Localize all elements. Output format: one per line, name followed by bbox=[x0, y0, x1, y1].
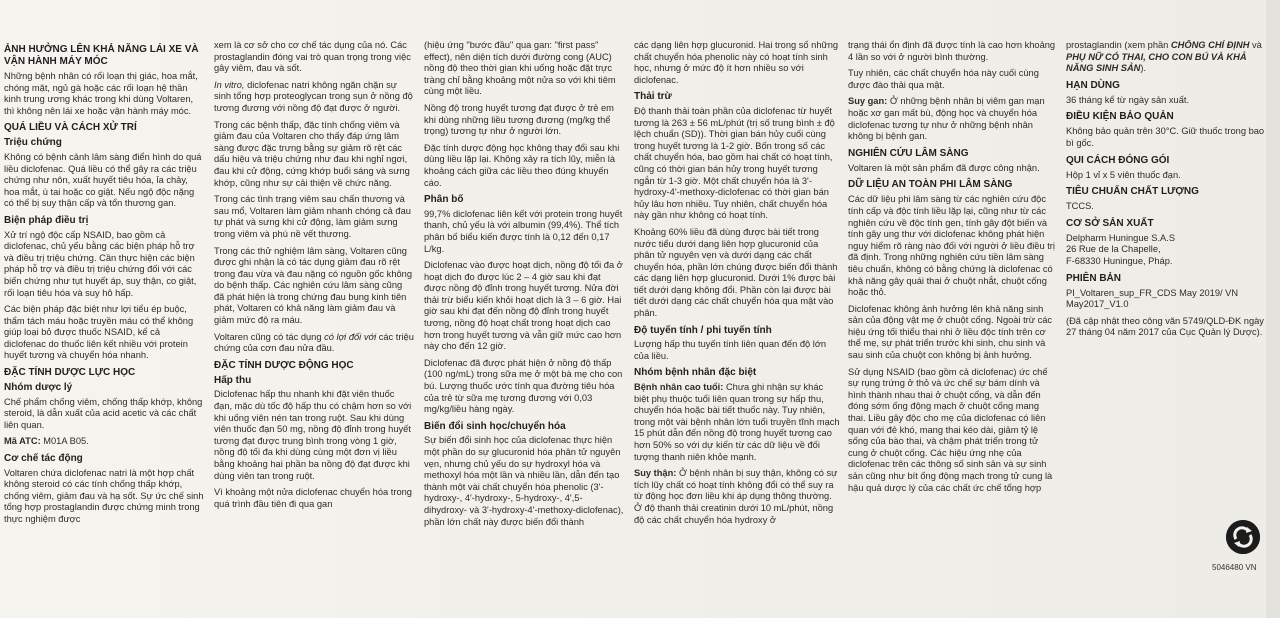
paragraph: Lượng hấp thu tuyến tính liên quan đến độ lớn của liều. bbox=[634, 339, 827, 361]
paragraph: (hiệu ứng "bước đầu" qua gan: "first pass" effect), nên diện tích dưới đường cong (AUC) nồng độ theo thời gian khi uống hoặc đặt trực tràng chỉ bằng khoảng một nửa so với khi tiêm cùng một liều. bbox=[424, 40, 616, 97]
paragraph-text: Chưa ghi nhận sự khác biệt phụ thuộc tuổi liên quan trong sự hấp thu, chuyển hóa hoặc bài tiết thuốc này. Tuy nhiên, trong một vài bệnh nhân lớn tuổi truyền tĩnh mạch 15 phút dẫn đến nồng độ trong huyết tương cao hơn 50% so với dự kiến từ các dữ liệu về đối tượng thanh niên khỏe mạnh. bbox=[634, 382, 840, 462]
column-1 bbox=[4, 40, 204, 610]
heading-pharmacokinetics: ĐẶC TÍNH DƯỢC ĐỘNG HỌC bbox=[214, 359, 354, 371]
cross-ref-pregnancy: PHỤ NỮ CÓ THAI, CHO CON BÚ VÀ KHẢ NĂNG SINH SẢN bbox=[1066, 51, 1247, 74]
subheading-pharmacological-group: Nhóm dược lý bbox=[4, 382, 73, 394]
paragraph: Trong các bệnh thấp, đặc tính chống viêm và giảm đau của Voltaren cho thấy đáp ứng lâm sàng được đặc trưng bằng sự giảm rõ rệt các dấu hiệu và triệu chứng như đau khi nghỉ ngơi, đau khi cử động, cứng khớp buổi sáng và sưng khớp, cũng như sự cải thiện về chức năng. bbox=[214, 119, 410, 188]
paragraph-text: các triệu chứng của cơn đau nửa đầu. bbox=[214, 331, 414, 354]
paragraph: Diclofenac không ảnh hưởng lên khả năng sinh sản của động vật mẹ ở chuột cống. Ngoài trừ các hiệu ứng tối thiểu thai nhi ở liều độc tính trên cơ thể mẹ, sự phát triển trước khi sinh, chu sinh và sau sinh của chuột con không bị ảnh hưởng. bbox=[848, 303, 1053, 361]
paragraph: TCCS. bbox=[1066, 201, 1094, 212]
paragraph: Sử dụng NSAID (bao gồm cả diclofenac) ức chế sự rụng trứng ở thỏ và ức chế sự bám dính và hình thành nhau thai ở chuột cống, và dẫn đến đóng sớm ống động mạch ở chuột cống mang thai. Liều gây độc cho mẹ của diclofenac có liên quan với đẻ khó, mang thai kéo dài, giảm tỷ lệ sống của bào thai, và chậm phát triển trong tử cung ở chuột cống. Các hiệu ứng nhẹ của diclofenac trên các thông số sinh sản và sự sinh sản cũng như bít ống động mạch trong tử cung là hậu quả dược lý của các chất ức chế tổng hợp bbox=[848, 366, 1053, 493]
paragraph: Khoảng 60% liều đã dùng được bài tiết trong nước tiểu dưới dạng liên hợp glucuronid của phân tử nguyên vẹn và dưới dạng các chất chuyển hóa, phần lớn chúng được biến đổi thành các dạng liên hợp glucuronid. Dưới 1% được bài tiết dưới dạng không đổi. Phần còn lại được bài tiết dưới dạng các chất chuyển hóa qua mật vào phân. bbox=[634, 226, 838, 319]
heading-pharmacodynamics: ĐẶC TÍNH DƯỢC LỰC HỌC bbox=[4, 367, 136, 379]
paragraph: Vì khoảng một nửa diclofenac chuyển hóa trong quá trình đầu tiên đi qua gan bbox=[214, 487, 412, 509]
heading-quality-standard: TIÊU CHUẨN CHẤT LƯỢNG bbox=[1066, 186, 1199, 198]
paragraph: Xử trí ngộ độc cấp NSAID, bao gồm cả diclofenac, chủ yếu bằng các biện pháp hỗ trợ và điều trị triệu chứng. Cần thực hiện các biện pháp hỗ trợ và điều trị triệu chứng đối với các biến chứng như tụt huyết áp, suy thận, co giật, rối loạn tiêu hóa và suy hô hấp. bbox=[4, 229, 197, 298]
renal-label: Suy thận: bbox=[634, 468, 677, 479]
paragraph: các dạng liên hợp glucuronid. Hai trong số những chất chuyển hóa phenolic này có hoạt tính sinh học, nhưng ở mức độ ít hơn nhiều so với diclofenac. bbox=[634, 40, 839, 85]
paragraph bbox=[1066, 40, 1270, 75]
subheading-linearity: Độ tuyến tính / phi tuyến tính bbox=[634, 324, 772, 336]
paragraph: Trong các thử nghiệm lâm sàng, Voltaren cũng được ghi nhận là có tác dụng giảm đau rõ rệt trong đau vừa và đau nặng có nguồn gốc không do bệnh thấp. Các nghiên cứu lâm sàng cũng đã phát hiện là trong chứng đau bụng kinh tiên phát, Voltaren có khả năng làm giảm đau và giảm mức độ ra máu. bbox=[214, 245, 412, 326]
paragraph: Sự biến đổi sinh học của diclofenac thực hiện một phần do sự glucuronid hóa phân tử nguyên vẹn, nhưng chủ yếu do sự hydroxyl hóa và methoxyl hóa một lần và nhiều lần, dẫn đến tạo thành một vài chất chuyển hóa phenolic (3'-hydroxy-, 4'-hydroxy-, 5-hydroxy-, 4',5-dihydroxy- và 3'-hydroxy-4'-methoxy-diclofenac), phần lớn chất này được biến đổi thành bbox=[424, 435, 624, 527]
paragraph: Hộp 1 vỉ x 5 viên thuốc đạn. bbox=[1066, 169, 1181, 180]
manufacturer-street: 26 Rue de la Chapelle, bbox=[1066, 244, 1161, 255]
in-vitro-text: In vitro, bbox=[214, 79, 245, 90]
paragraph: Diclofenac đã được phát hiện ở nồng độ thấp (100 ng/mL) trong sữa mẹ ở một bà mẹ cho con bú. Lượng thuốc ước tính qua đường tiêu hóa của trẻ từ sữa mẹ tương đương với 0,03 mg/kg/liều hàng ngày. bbox=[424, 357, 623, 415]
recycle-icon bbox=[1226, 520, 1260, 554]
paragraph: Đặc tính dược động học không thay đổi sau khi dùng liều lặp lại. Không xảy ra tích lũy, miễn là khoảng cách giữa các liều theo đúng khuyến cáo. bbox=[424, 142, 620, 188]
subheading-mechanism: Cơ chế tác động bbox=[4, 453, 83, 465]
atc-code bbox=[4, 436, 204, 448]
manufacturer-city: F-68330 Huningue, Pháp. bbox=[1066, 255, 1173, 266]
paragraph: Voltaren là một sản phẩm đã được công nhận. bbox=[848, 162, 1040, 173]
paragraph: 36 tháng kể từ ngày sản xuất. bbox=[1066, 94, 1190, 105]
subheading-absorption: Hấp thu bbox=[214, 374, 252, 386]
paragraph-text: và bbox=[1249, 40, 1262, 50]
paragraph: Diclofenac vào được hoạt dịch, nồng độ tối đa ở hoạt dịch đo được lúc 2 – 4 giờ sau khi đạt được nồng độ đỉnh trong huyết tương. Nửa đời thải trừ biểu kiến khỏi hoạt dịch là 3 – 6 giờ. Hai giờ sau khi đạt đến nồng độ đỉnh trong huyết tương, nồng độ hoạt chất trong hoạt dịch cao hơn trong huyết tương và vẫn giữ mức cao hơn này cho đến 12 giờ. bbox=[424, 260, 623, 352]
heading-version: PHIÊN BẢN bbox=[1066, 272, 1122, 284]
subheading-treatment: Biện pháp điều trị bbox=[4, 214, 89, 226]
paragraph: (Đã cập nhật theo công văn 5749/QLD-ĐK ngày 27 tháng 04 năm 2017 của Cục Quản lý Dược). bbox=[1066, 315, 1264, 338]
document-code: 5046480 VN bbox=[1212, 563, 1257, 572]
paragraph: Voltaren chứa diclofenac natri là một hợp chất không steroid có các tính chống thấp khớp, chống viêm, giảm đau và hạ sốt. Sự ức chế sinh tổng hợp prostaglandin được chứng minh trong thực nghiệm được bbox=[4, 467, 204, 524]
paragraph: Diclofenac hấp thu nhanh khi đặt viên thuốc đạn, mặc dù tốc độ hấp thu có chậm hơn so với khi uống viên nén tan trong ruột. Sau khi dùng viên thuốc đạn 50 mg, nồng độ đỉnh trong huyết tương đạt được trung bình trong vòng 1 giờ, nồng độ tối đa khi dùng cùng một đơn vị liều bằng khoảng hai phần ba nồng độ đạt được khi dùng viên tan trong ruột. bbox=[214, 389, 412, 481]
heading-storage: ĐIỀU KIỆN BẢO QUẢN bbox=[1066, 111, 1174, 123]
paragraph-text: Ở những bệnh nhân bị viêm gan mạn hoặc xơ gan mất bù, động học và chuyển hóa diclofenac tương tự như ở những bệnh nhân không bị bệnh gan. bbox=[848, 96, 1045, 142]
subheading-elimination: Thải trừ bbox=[634, 91, 672, 103]
paragraph-text: prostaglandin (xem phần bbox=[1066, 40, 1171, 50]
italic-text: có lợi đối với bbox=[324, 331, 377, 342]
paragraph: xem là cơ sở cho cơ chế tác dụng của nó. Các prostaglandin đóng vai trò quan trọng trong việc gây viêm, đau và sốt. bbox=[214, 40, 411, 74]
column-4 bbox=[634, 40, 840, 610]
paragraph: Chế phẩm chống viêm, chống thấp khớp, không steroid, là dẫn xuất của acid acetic và các chất liên quan. bbox=[4, 396, 203, 430]
subheading-symptoms: Triệu chứng bbox=[4, 137, 62, 149]
subheading-special-populations: Nhóm bệnh nhân đặc biệt bbox=[634, 367, 757, 379]
manufacturer-address bbox=[1066, 233, 1270, 268]
paragraph: Những bệnh nhân có rối loạn thị giác, hoa mắt, chóng mặt, ngủ gà hoặc các rối loạn hệ thần kinh trung ương khác trong khi dùng Voltaren, thì không nên lái xe hoặc vận hành máy móc. bbox=[4, 71, 198, 116]
subheading-distribution: Phân bố bbox=[424, 194, 464, 206]
paragraph-text: diclofenac natri không ngăn chặn sự sinh tổng hợp proteoglycan trong sụn ở nồng độ tương đương với nồng độ đạt được ở người. bbox=[214, 79, 413, 113]
atc-value: M01A B05. bbox=[43, 436, 89, 447]
column-3 bbox=[424, 40, 624, 610]
heading-preclinical-safety: DỮ LIỆU AN TOÀN PHI LÂM SÀNG bbox=[848, 179, 1013, 191]
manufacturer-name: Delpharm Huningue S.A.S bbox=[1066, 232, 1176, 243]
paragraph bbox=[634, 468, 840, 526]
paragraph bbox=[214, 80, 414, 115]
paragraph: Độ thanh thải toàn phần của diclofenac từ huyết tương là 263 ± 56 mL/phút (trị số trung bình ± độ lệch chuẩn (SD)). Thời gian bán hủy cuối cùng trong huyết tương là 1-2 giờ. Bốn trong số các chất chuyển hóa, bao gồm hai chất có hoạt tính, cũng có thời gian bán hủy trong huyết tương ngắn từ 1-3 giờ. Một chất chuyển hóa là 3'-hydroxy-4'-methoxy-diclofenac có thời gian bán hủy lâu hơn nhiều. Tuy nhiên, chất chuyển hóa này gần như không có hoạt tính. bbox=[634, 105, 835, 221]
paragraph bbox=[634, 382, 840, 463]
recycle-icon-graphic bbox=[1226, 520, 1260, 554]
subheading-biotransformation: Biến đổi sinh học/chuyển hóa bbox=[424, 420, 566, 432]
heading-packaging: QUI CÁCH ĐÓNG GÓI bbox=[1066, 154, 1170, 166]
heading-expiry: HẠN DÙNG bbox=[1066, 79, 1120, 91]
hepatic-label: Suy gan: bbox=[848, 96, 888, 107]
paragraph: Các dữ liệu phi lâm sàng từ các nghiên cứu độc tính cấp và độc tính liều lặp lại, cũng như từ các nghiên cứu về độc tính gen, tính gây đột biến và tính gây ung thư với diclofenac không phát hiện nguy hiểm rõ ràng nào đối với người ở liều điều trị đã định. Trong những nghiên cứu tiền lâm sàng tiêu chuẩn, không có bằng chứng là diclofenac có khả năng gây quái thai ở chuột nhắt, chuột cống hoặc thỏ. bbox=[848, 194, 1055, 298]
paragraph: 99,7% diclofenac liên kết với protein trong huyết thanh, chủ yếu là với albumin (99,4%). Thể tích phân bố biểu kiến được tính là 0,12 đến 0,17 L/kg. bbox=[424, 208, 623, 254]
paragraph bbox=[848, 96, 1058, 142]
paragraph-text: ). bbox=[1140, 63, 1147, 74]
paragraph: PI_Voltaren_sup_FR_CDS May 2019/ VN May2017_V1.0 bbox=[1066, 287, 1239, 310]
heading-driving: ẢNH HƯỞNG LÊN KHẢ NĂNG LÁI XE VÀ VẬN HÀNH MÁY MÓC bbox=[4, 44, 199, 67]
atc-label: Mã ATC: bbox=[4, 436, 41, 447]
cross-ref-contraindications: CHỐNG CHỈ ĐỊNH bbox=[1170, 40, 1250, 50]
paragraph: Tuy nhiên, các chất chuyển hóa này cuối cùng được đào thải qua mật. bbox=[848, 68, 1039, 90]
heading-clinical-studies: NGHIÊN CỨU LÂM SÀNG bbox=[848, 147, 969, 159]
paragraph: Các biện pháp đặc biệt như lợi tiểu ép buộc, thẩm tách máu hoặc truyền máu có thể không giúp loại bỏ được thuốc NSAID, kể cả diclofenac do thuốc liên kết nhiều với protein huyết tương và chuyển hóa nhanh. bbox=[4, 304, 194, 361]
heading-overdose: QUÁ LIỀU VÀ CÁCH XỬ TRÍ bbox=[4, 122, 137, 134]
paragraph-text: Voltaren cũng có tác dụng bbox=[214, 331, 325, 342]
paragraph: Nồng độ trong huyết tương đạt được ở trẻ em khi dùng những liều tương đương (mg/kg thể trọng) tương tự như ở người lớn. bbox=[424, 102, 614, 137]
column-5 bbox=[848, 40, 1058, 610]
paragraph: trạng thái ổn định đã được tính là cao hơn khoảng 4 lần so với ở người bình thường. bbox=[848, 40, 1056, 62]
page-edge bbox=[1266, 0, 1280, 618]
column-2 bbox=[214, 40, 414, 610]
paragraph-text: Ở bệnh nhân bị suy thận, không có sự tích lũy chất có hoạt tính không đổi có thể suy ra từ động học đơn liều khi áp dụng thông thường. Ở độ thanh thải creatinin dưới 10 mL/phút, nồng độ các chất chuyển hóa hydroxy ở bbox=[634, 468, 838, 525]
paragraph bbox=[214, 332, 414, 355]
heading-manufacturer: CƠ SỞ SẢN XUẤT bbox=[1066, 217, 1154, 229]
elderly-label: Bệnh nhân cao tuổi: bbox=[634, 382, 724, 393]
paragraph: Không bảo quản trên 30°C. Giữ thuốc trong bao bì gốc. bbox=[1066, 126, 1265, 148]
paragraph: Trong các tình trạng viêm sau chấn thương và sau mổ, Voltaren làm giảm nhanh chóng cả đau tự phát và sưng khi cử động, làm giảm sưng trong viêm và phù nề vết thương. bbox=[214, 194, 411, 239]
paragraph: Không có bệnh cảnh lâm sàng điển hình do quá liều diclofenac. Quá liều có thể gây ra các triệu chứng như nôn, xuất huyết tiêu hóa, ỉa chảy, hoa mắt, ù tai hoặc co giật. Nếu ngộ độc nặng có thể bị suy thận cấp và tổn thương gan. bbox=[4, 151, 202, 209]
